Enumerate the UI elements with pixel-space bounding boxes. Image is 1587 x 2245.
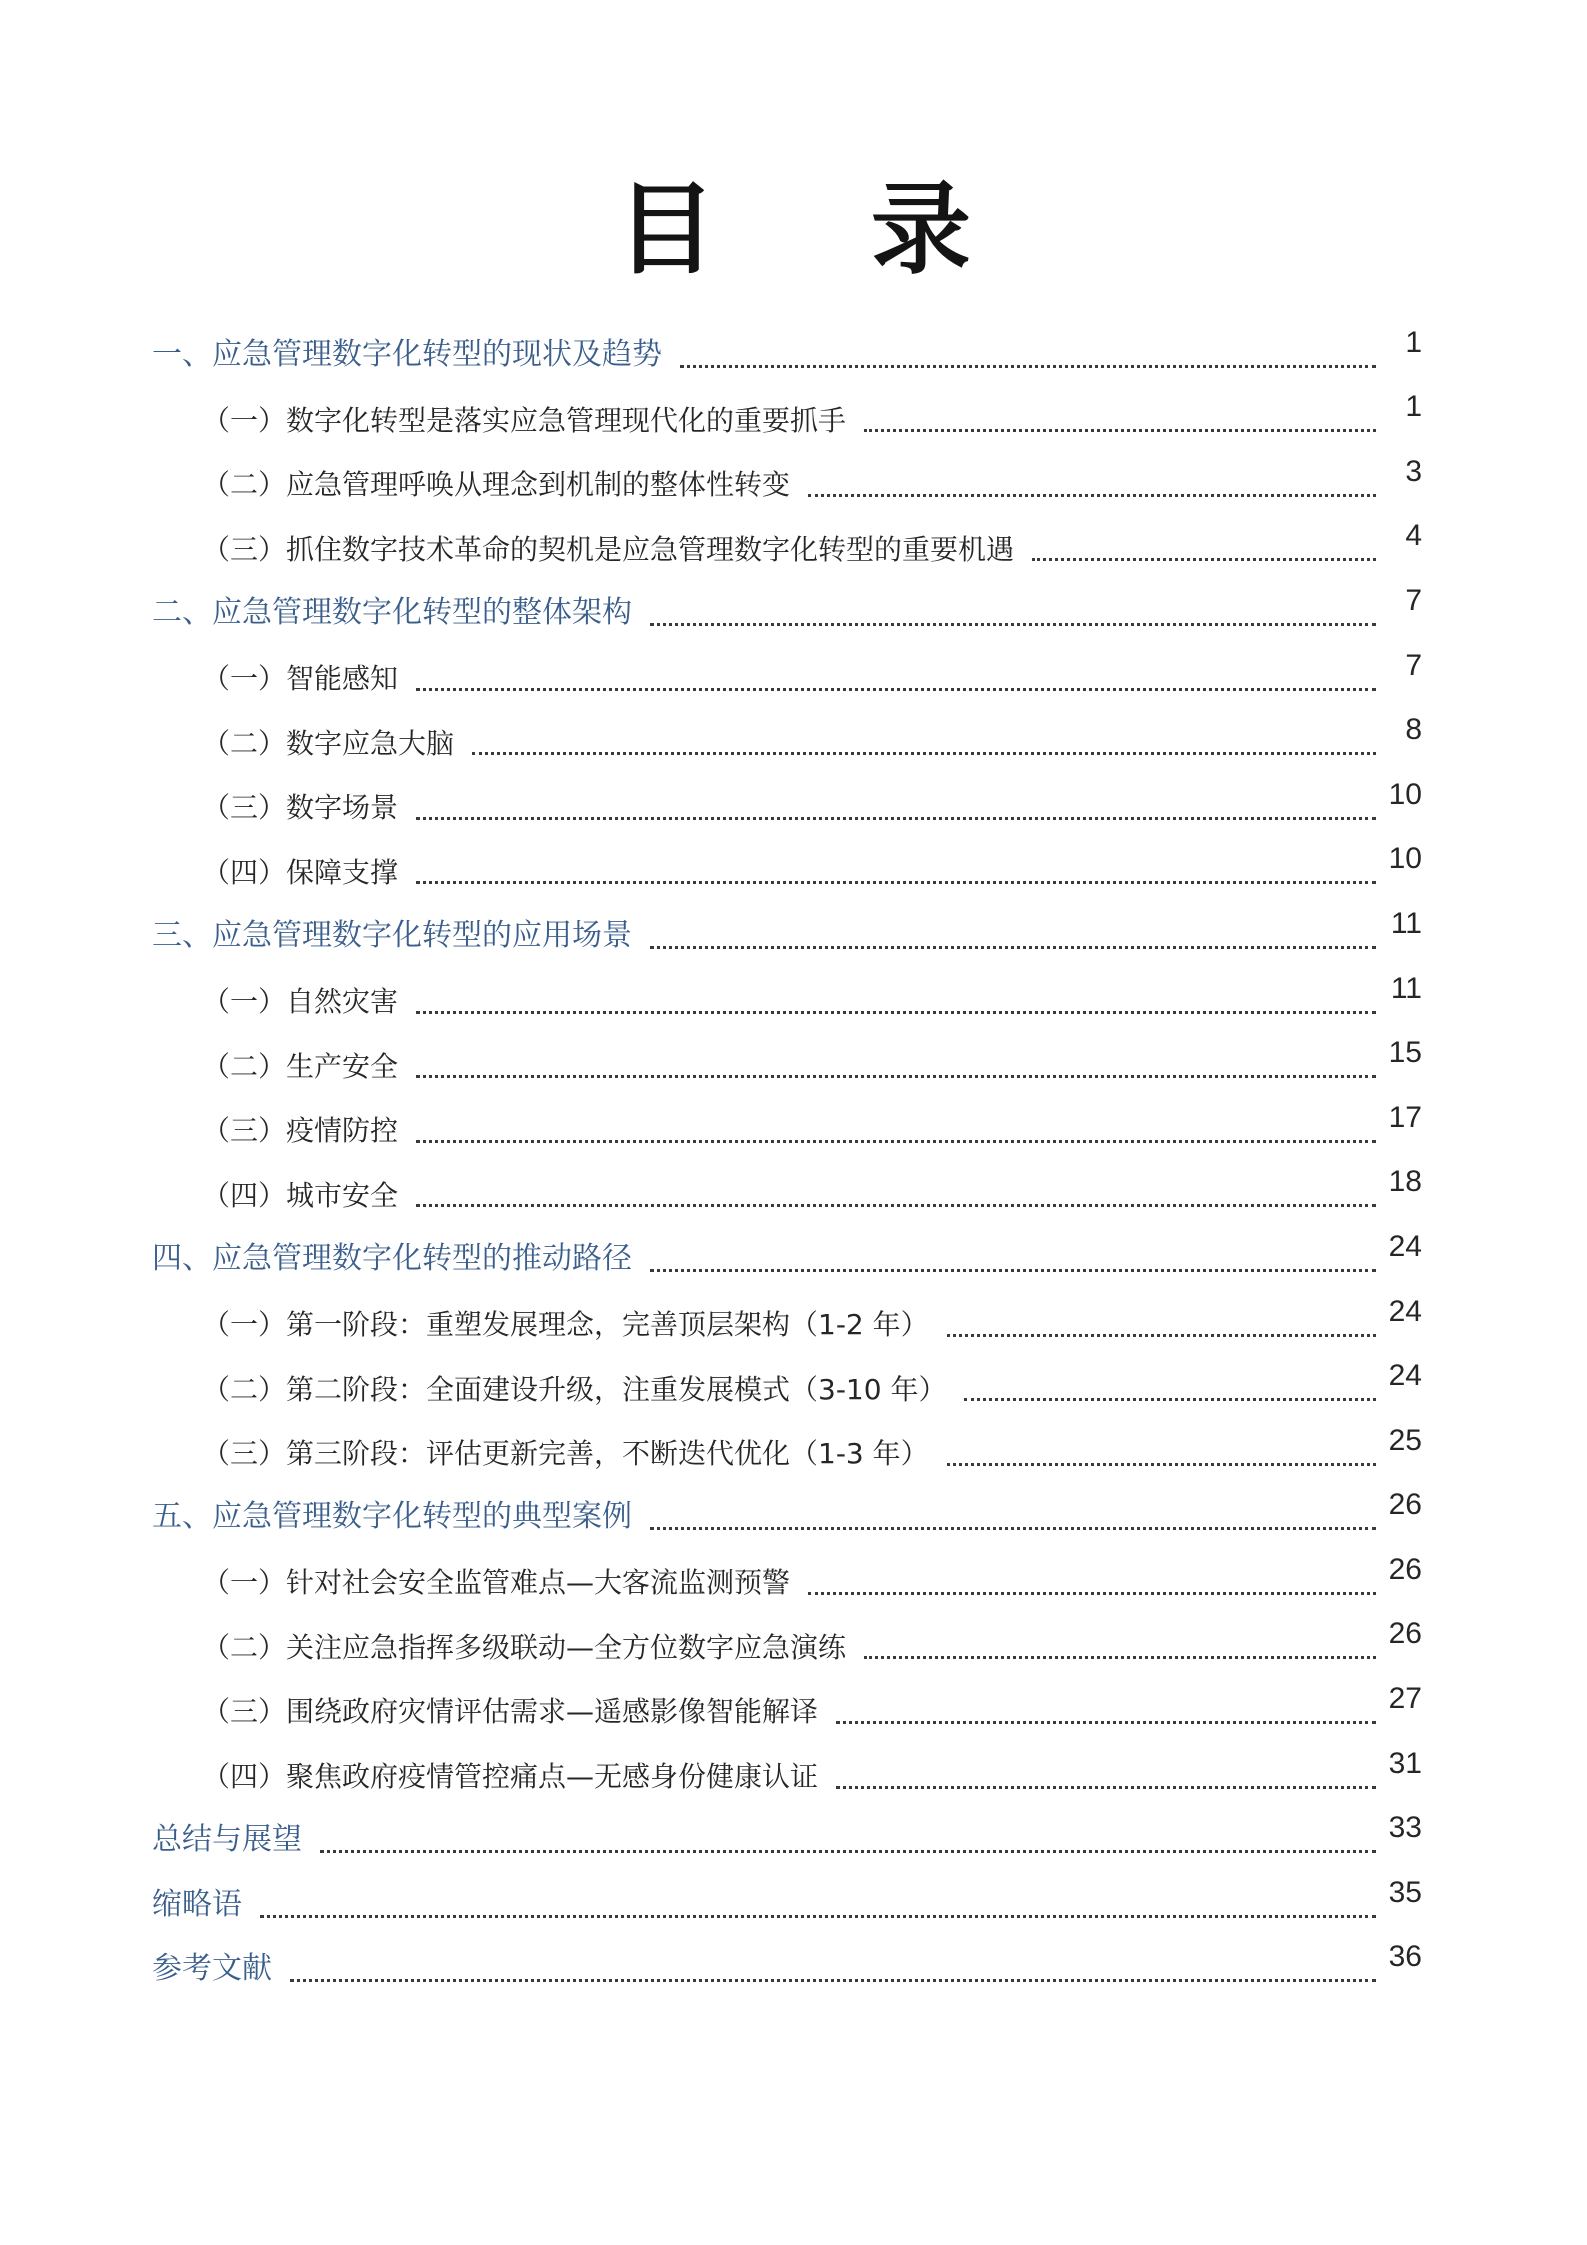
toc-dot-leader (416, 1011, 1376, 1014)
toc-entry-label: （一）智能感知 (202, 661, 399, 695)
toc-entry-label: （一）针对社会安全监管难点—大客流监测预警 (202, 1566, 791, 1600)
toc-section-entry[interactable] (152, 1291, 1422, 1356)
toc-dot-leader (1032, 558, 1376, 561)
toc-entry-label: （三）疫情防控 (202, 1114, 399, 1148)
toc-dot-leader (947, 1334, 1376, 1337)
toc-entry-label: 五、应急管理数字化转型的典型案例 (152, 1499, 632, 1535)
toc-dot-leader (650, 946, 1376, 949)
toc-chapter-entry[interactable] (152, 1937, 1422, 2002)
toc-page-number: 35 (1388, 1875, 1422, 1909)
toc-page-number: 26 (1388, 1488, 1422, 1522)
toc-dot-leader (864, 429, 1376, 432)
toc-entry-label: （三）数字场景 (202, 791, 399, 825)
toc-dot-leader (416, 1075, 1376, 1078)
toc-dot-leader (650, 623, 1376, 626)
toc-page-number: 15 (1388, 1036, 1422, 1070)
toc-page-number: 4 (1405, 519, 1422, 553)
toc-entry-label: 四、应急管理数字化转型的推动路径 (152, 1240, 632, 1276)
toc-dot-leader (650, 1527, 1376, 1530)
toc-entry-label: （四）保障支撑 (202, 855, 399, 889)
toc-dot-leader (964, 1398, 1376, 1401)
toc-section-entry[interactable] (152, 774, 1422, 839)
toc-section-entry[interactable] (152, 1614, 1422, 1679)
toc-page-number: 27 (1388, 1682, 1422, 1716)
toc-entry-label: （三）围绕政府灾情评估需求—遥感影像智能解译 (202, 1695, 819, 1729)
toc-dot-leader (416, 1140, 1376, 1143)
toc-section-entry[interactable] (152, 1097, 1422, 1162)
toc-section-entry[interactable] (152, 1033, 1422, 1098)
toc-entry-label: （二）应急管理呼唤从理念到机制的整体性转变 (202, 468, 791, 502)
toc-chapter-entry[interactable] (152, 322, 1422, 387)
toc-section-entry[interactable] (152, 1162, 1422, 1227)
toc-section-entry[interactable] (152, 516, 1422, 581)
toc-dot-leader (260, 1915, 1376, 1918)
toc-page-number: 17 (1388, 1100, 1422, 1134)
toc-section-entry[interactable] (152, 451, 1422, 516)
toc-entry-label: 三、应急管理数字化转型的应用场景 (152, 917, 632, 953)
toc-page-number: 1 (1405, 325, 1422, 359)
toc-page-number: 10 (1388, 842, 1422, 876)
toc-page-number: 24 (1388, 1359, 1422, 1393)
toc-entry-label: （二）关注应急指挥多级联动—全方位数字应急演练 (202, 1630, 847, 1664)
toc-section-entry[interactable] (152, 1743, 1422, 1808)
toc-dot-leader (680, 365, 1376, 368)
toc-page-number: 7 (1405, 648, 1422, 682)
toc-page-number: 36 (1388, 1940, 1422, 1974)
toc-chapter-entry[interactable] (152, 1226, 1422, 1291)
toc-dot-leader (320, 1850, 1376, 1853)
toc-entry-label: （二）生产安全 (202, 1049, 399, 1083)
toc-section-entry[interactable] (152, 839, 1422, 904)
toc-entry-label: 一、应急管理数字化转型的现状及趋势 (152, 336, 662, 372)
toc-entry-label: （四）聚焦政府疫情管控痛点—无感身份健康认证 (202, 1760, 819, 1794)
toc-dot-leader (472, 752, 1376, 755)
toc-entry-label: （三）抓住数字技术革命的契机是应急管理数字化转型的重要机遇 (202, 532, 1015, 566)
toc-dot-leader (808, 1592, 1376, 1595)
toc-entry-label: （一）自然灾害 (202, 984, 399, 1018)
toc-chapter-entry[interactable] (152, 903, 1422, 968)
toc-page-number: 11 (1390, 971, 1422, 1005)
toc-page-number: 7 (1405, 583, 1422, 617)
toc-entry-label: 缩略语 (152, 1886, 242, 1922)
toc-entry-label: （三）第三阶段：评估更新完善，不断迭代优化（1-3 年） (202, 1437, 929, 1471)
toc-page-number: 25 (1388, 1423, 1422, 1457)
toc-section-entry[interactable] (152, 645, 1422, 710)
toc-page-number: 11 (1390, 906, 1422, 940)
table-of-contents (152, 322, 1422, 2001)
toc-chapter-entry[interactable] (152, 1872, 1422, 1937)
toc-dot-leader (650, 1269, 1376, 1272)
toc-entry-label: （二）第二阶段：全面建设升级，注重发展模式（3-10 年） (202, 1372, 947, 1406)
page-title: 目 录 (616, 171, 1031, 288)
toc-section-entry[interactable] (152, 1678, 1422, 1743)
toc-entry-label: （一）第一阶段：重塑发展理念，完善顶层架构（1-2 年） (202, 1307, 929, 1341)
toc-dot-leader (416, 688, 1376, 691)
toc-page-number: 24 (1388, 1229, 1422, 1263)
toc-dot-leader (836, 1721, 1376, 1724)
toc-page-number: 33 (1388, 1811, 1422, 1845)
toc-page-number: 24 (1388, 1294, 1422, 1328)
toc-page-number: 3 (1405, 454, 1422, 488)
toc-entry-label: （二）数字应急大脑 (202, 726, 455, 760)
toc-chapter-entry[interactable] (152, 1808, 1422, 1873)
toc-page-number: 26 (1388, 1552, 1422, 1586)
toc-dot-leader (416, 1204, 1376, 1207)
toc-page-number: 8 (1405, 713, 1422, 747)
toc-dot-leader (416, 817, 1376, 820)
toc-page-number: 1 (1405, 390, 1422, 424)
toc-dot-leader (416, 881, 1376, 884)
toc-page-number: 18 (1388, 1165, 1422, 1199)
toc-entry-label: 二、应急管理数字化转型的整体架构 (152, 594, 632, 630)
toc-entry-label: （四）城市安全 (202, 1178, 399, 1212)
toc-entry-label: 总结与展望 (152, 1822, 302, 1858)
toc-section-entry[interactable] (152, 1356, 1422, 1421)
toc-section-entry[interactable] (152, 1420, 1422, 1485)
toc-dot-leader (947, 1463, 1376, 1466)
toc-dot-leader (864, 1656, 1376, 1659)
toc-chapter-entry[interactable] (152, 1485, 1422, 1550)
toc-section-entry[interactable] (152, 968, 1422, 1033)
toc-section-entry[interactable] (152, 1549, 1422, 1614)
toc-page-number: 26 (1388, 1617, 1422, 1651)
toc-dot-leader (808, 494, 1376, 497)
toc-chapter-entry[interactable] (152, 580, 1422, 645)
toc-section-entry[interactable] (152, 387, 1422, 452)
toc-dot-leader (290, 1979, 1376, 1982)
toc-dot-leader (836, 1786, 1376, 1789)
toc-entry-label: 参考文献 (152, 1951, 272, 1987)
toc-page-number: 31 (1388, 1746, 1422, 1780)
toc-entry-label: （一）数字化转型是落实应急管理现代化的重要抓手 (202, 403, 847, 437)
toc-section-entry[interactable] (152, 710, 1422, 775)
toc-page-number: 10 (1388, 777, 1422, 811)
